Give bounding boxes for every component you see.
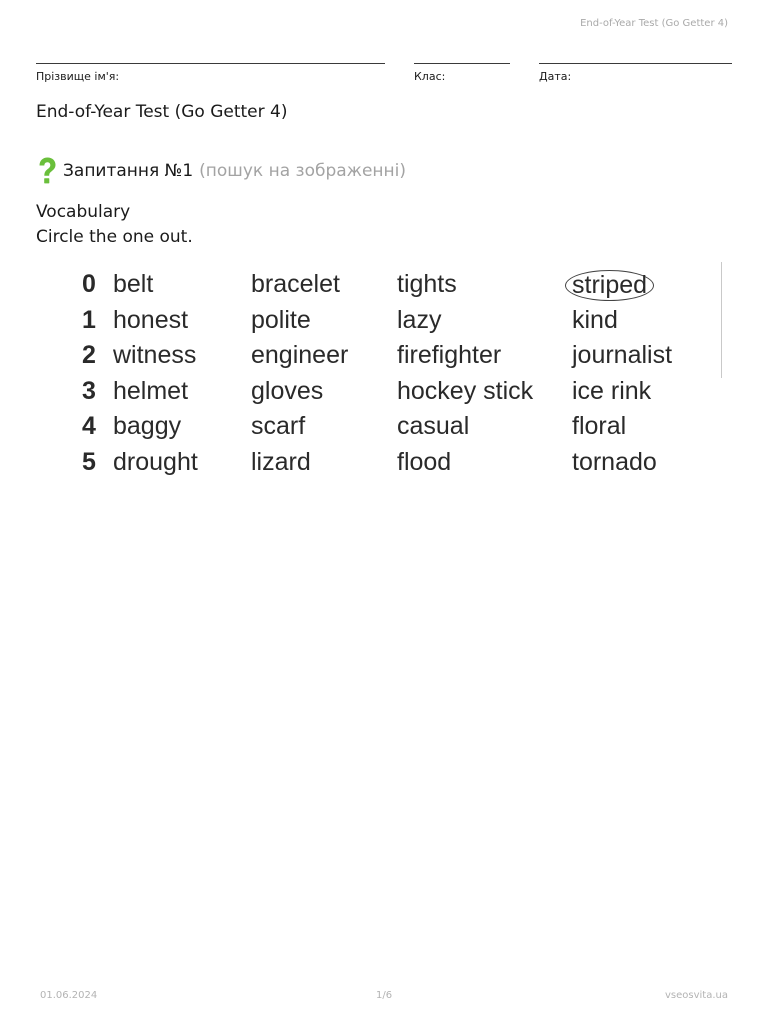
question-title: Запитання №1 (63, 161, 194, 181)
question-text (36, 200, 193, 250)
word-option[interactable]: bracelet (251, 270, 340, 298)
word-option[interactable]: lazy (397, 306, 442, 334)
word-option[interactable]: tornado (572, 448, 657, 476)
running-header: End-of-Year Test (Go Getter 4) (580, 18, 728, 29)
date-field-label: Дата: (539, 70, 572, 83)
word-option[interactable]: floral (572, 412, 627, 440)
word-option-circled[interactable]: striped (565, 270, 654, 301)
row-number: 5 (82, 448, 96, 476)
name-field[interactable] (36, 63, 385, 83)
word-option[interactable]: journalist (572, 341, 673, 369)
document-title: End-of-Year Test (Go Getter 4) (36, 102, 288, 122)
class-field[interactable] (414, 63, 510, 83)
word-option[interactable]: flood (397, 448, 452, 476)
word-option[interactable]: gloves (251, 377, 324, 405)
word-option[interactable]: helmet (113, 377, 189, 405)
question-instruction: Circle the one out. (36, 227, 193, 247)
word-option[interactable]: firefighter (397, 341, 502, 369)
word-option[interactable]: scarf (251, 412, 306, 440)
footer-site[interactable]: vseosvita.ua (665, 990, 728, 1001)
word-option[interactable]: honest (113, 306, 189, 334)
word-option[interactable]: engineer (251, 341, 349, 369)
word-option[interactable]: witness (113, 341, 197, 369)
word-option[interactable]: ice rink (572, 377, 652, 405)
word-option[interactable]: polite (251, 306, 311, 334)
word-option[interactable]: lizard (251, 448, 311, 476)
word-option[interactable]: drought (113, 448, 198, 476)
word-option[interactable]: kind (572, 306, 618, 334)
exercise-image[interactable] (36, 260, 726, 490)
student-info-fields (36, 63, 732, 93)
footer-date: 01.06.2024 (40, 990, 98, 1001)
name-field-label: Прізвище ім'я: (36, 70, 120, 83)
word-option[interactable]: casual (397, 412, 470, 440)
word-option[interactable]: belt (113, 270, 154, 298)
question-mark-icon (36, 156, 58, 186)
question-header (36, 156, 406, 186)
row-number: 0 (82, 270, 96, 298)
question-type: (пошук на зображенні) (199, 161, 407, 181)
row-number: 4 (82, 412, 96, 440)
class-field-label: Клас: (414, 70, 446, 83)
question-section: Vocabulary (36, 202, 131, 222)
word-option[interactable]: baggy (113, 412, 182, 440)
row-number: 3 (82, 377, 96, 405)
date-field[interactable] (539, 63, 732, 83)
footer-page-number: 1/6 (376, 990, 393, 1001)
row-number: 1 (82, 306, 96, 334)
word-option[interactable]: tights (397, 270, 457, 298)
image-edge-divider (721, 262, 722, 378)
row-number: 2 (82, 341, 96, 369)
word-option[interactable]: hockey stick (397, 377, 534, 405)
